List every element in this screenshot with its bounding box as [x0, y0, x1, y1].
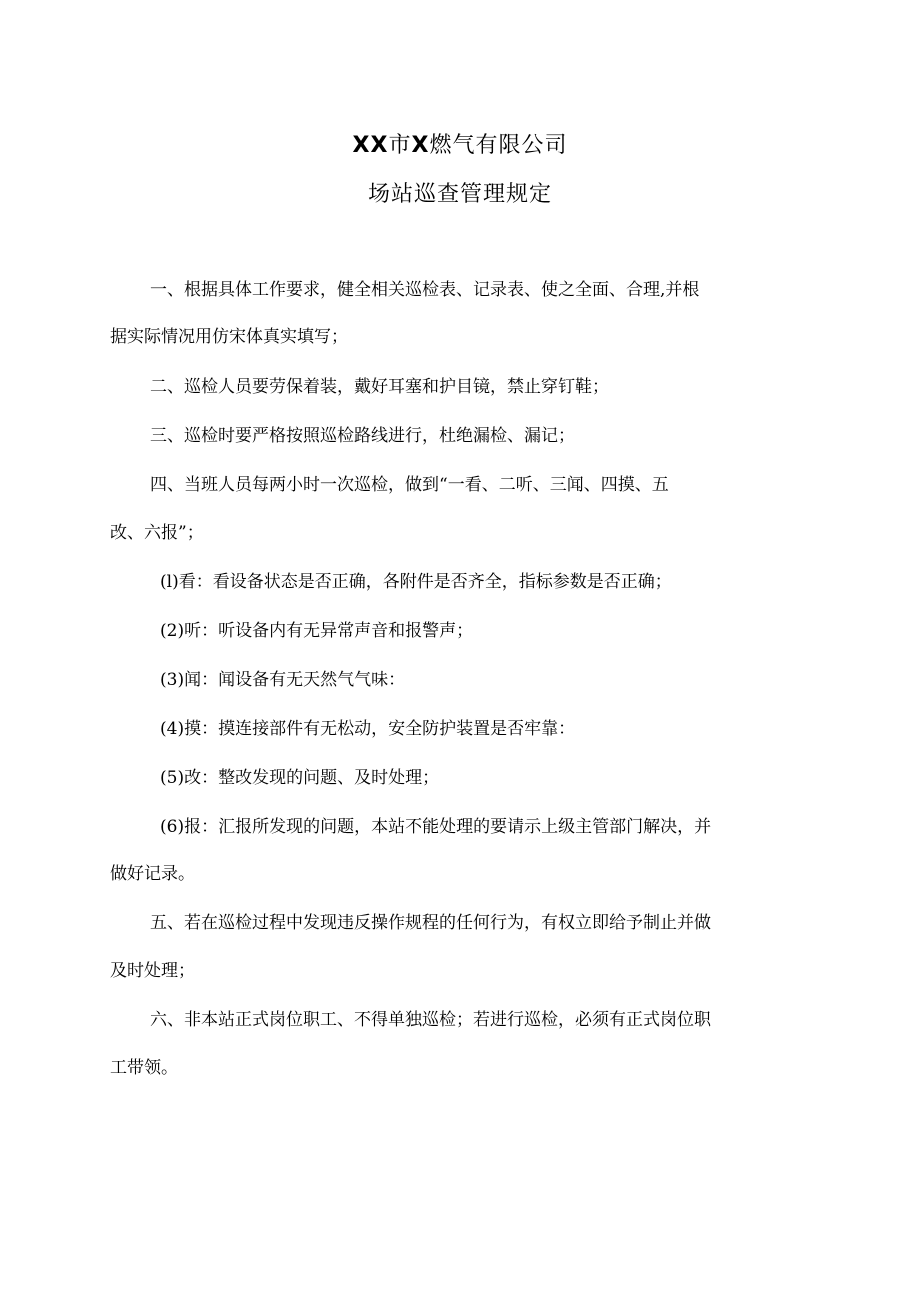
document-subtitle: 场站巡查管理规定 — [367, 182, 552, 207]
paragraph-5-line-1: 五、若在巡检过程中发现违反操作规程的任何行为，有权立即给予制止并做 — [150, 913, 711, 933]
title-part-city: 市 — [388, 133, 412, 158]
item-report-line-2: 做好记录。 — [110, 864, 195, 884]
paragraph-2: 二、巡检人员要劳保着装，戴好耳塞和护目镜，禁止穿钉鞋； — [150, 377, 609, 397]
title-part-xx: XX — [352, 133, 389, 158]
item-smell: (3)闻：闻设备有无天然气气味： — [160, 670, 406, 690]
document-title — [0, 128, 920, 159]
title-part-company: 燃气有限公司 — [429, 133, 568, 158]
paragraph-5-line-2: 及时处理； — [110, 961, 195, 981]
paragraph-3: 三、巡检时要严格按照巡检路线进行，杜绝漏检、漏记； — [150, 426, 575, 446]
item-look: (l)看：看设备状态是否正确，各附件是否齐全，指标参数是否正确； — [160, 572, 672, 592]
item-touch: (4)摸：摸连接部件有无松动，安全防护装置是否牢靠： — [160, 719, 576, 739]
paragraph-4-line-1: 四、当班人员每两小时一次巡检，做到“一看、二听、三闻、四摸、五 — [150, 475, 669, 495]
item-report-line-1: (6)报：汇报所发现的问题，本站不能处理的要请示上级主管部门解决，并 — [160, 817, 712, 837]
item-listen: (2)听：听设备内有无异常声音和报警声； — [160, 621, 474, 641]
paragraph-4-line-2: 改、六报”； — [110, 523, 204, 543]
item-fix: (5)改：整改发现的问题、及时处理； — [160, 768, 440, 788]
title-part-x: X — [411, 133, 430, 158]
paragraph-6-line-2: 工带领。 — [110, 1058, 178, 1078]
paragraph-6-line-1: 六、非本站正式岗位职工、不得单独巡检；若进行巡检，必须有正式岗位职 — [150, 1010, 711, 1030]
paragraph-1-line-1: 一、根据具体工作要求，健全相关巡检表、记录表、使之全面、合理,并根 — [150, 280, 700, 300]
paragraph-1-line-2: 据实际情况用仿宋体真实填写； — [110, 327, 348, 347]
